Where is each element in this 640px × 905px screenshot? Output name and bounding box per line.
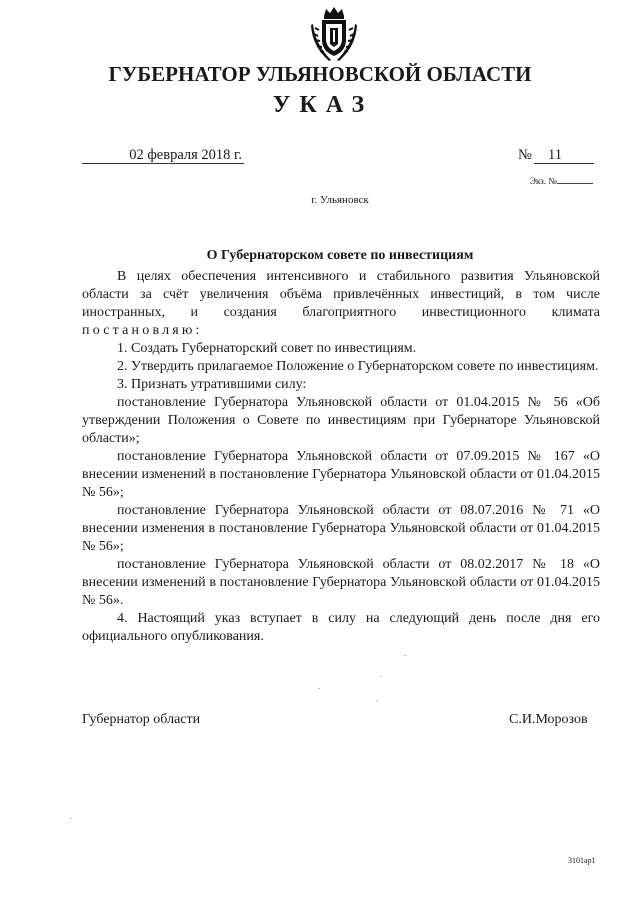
- signatory-name: С.И.Морозов: [509, 712, 588, 727]
- decree-word: постановляю:: [82, 323, 203, 338]
- item-1: 1. Создать Губернаторский совет по инвестициям.: [117, 341, 417, 356]
- scan-speck: [376, 700, 378, 701]
- decree-word-line: [82, 322, 600, 340]
- repealed-act-4: постановление Губернатора Ульяновской области от 08.02.2017 № 18 «О внесении изменений в постановление Губернатора Ульяновской области от 01.04.2015 № 56».: [82, 557, 600, 608]
- copy-number-blank: [557, 175, 593, 184]
- decree-date: 02 февраля 2018 г.: [82, 147, 244, 164]
- item-4: 4. Настоящий указ вступает в силу на следующий день после дня его официального опубликования.: [82, 611, 600, 644]
- copy-label: Экз. №: [530, 176, 557, 186]
- repealed-act-2: постановление Губернатора Ульяновской области от 07.09.2015 № 167 «О внесении изменений в постановление Губернатора Ульяновской области от 01.04.2015 № 56»;: [82, 449, 600, 500]
- document-type-heading: УКАЗ: [272, 92, 374, 118]
- scan-speck: [318, 688, 320, 689]
- repealed-act-1: постановление Губернатора Ульяновской области от 01.04.2015 № 56 «Об утверждении Положения о Совете по инвестициям при Губернаторе Ульяновской области»;: [82, 395, 600, 446]
- preamble-paragraph: [82, 268, 600, 322]
- decree-number: 11: [534, 147, 594, 164]
- scan-speck: [404, 655, 406, 656]
- decree-title: О Губернаторском совете по инвестициям: [206, 248, 474, 263]
- number-sign: №: [518, 147, 532, 163]
- item-2: 2. Утвердить прилагаемое Положение о Губернаторском совете по инвестициям.: [117, 359, 599, 374]
- coat-of-arms-emblem: [311, 6, 357, 62]
- signatory-position: Губернатор области: [82, 712, 201, 727]
- issuer-heading: ГУБЕРНАТОР УЛЬЯНОВСКОЙ ОБЛАСТИ: [108, 62, 532, 86]
- scan-speck: [70, 818, 72, 819]
- decree-number-field: [518, 147, 594, 164]
- repealed-act-3: постановление Губернатора Ульяновской области от 08.07.2016 № 71 «О внесении изменения в постановление Губернатора Ульяновской области от 01.04.2015 № 56»;: [82, 503, 600, 554]
- footer-code: 3101ар1: [568, 856, 596, 865]
- scan-speck: [380, 676, 382, 677]
- preamble-text: В целях обеспечения интенсивного и стабильного развития Ульяновской области за счёт увеличения объёма привлечённых инвестиций, в том числе иностранных, и создания благоприятного инвестиционного климата: [82, 269, 600, 320]
- item-3: 3. Признать утратившими силу:: [117, 377, 307, 392]
- copy-number-field: [530, 175, 593, 186]
- decree-body: [82, 268, 600, 646]
- city-line: г. Ульяновск: [311, 194, 369, 206]
